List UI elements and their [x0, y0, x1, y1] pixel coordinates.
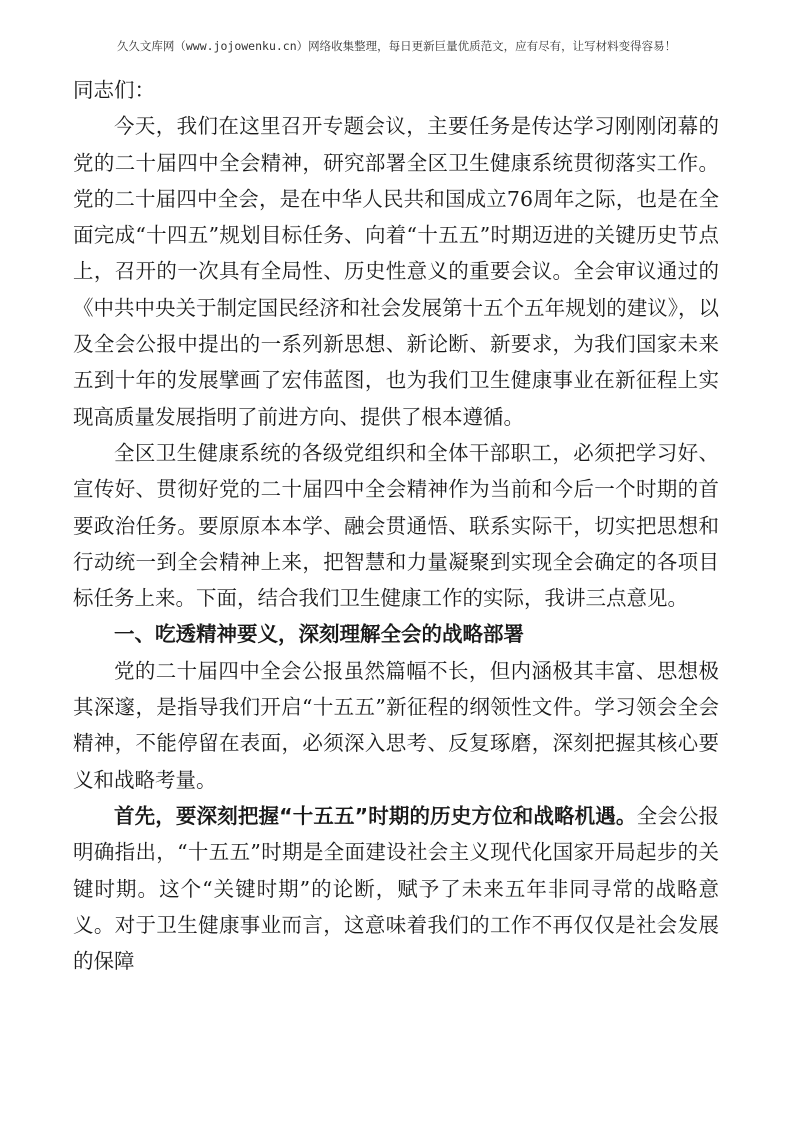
paragraph-section: 党的二十届四中全会公报虽然篇幅不长，但内涵极其丰富、思想极其深邃，是指导我们开启“十五五”新征程的纲领性文件。学习领会全会精神，不能停留在表面，必须深入思考、反复琢磨，深刻把握其核心要义和战略考量。 [73, 658, 719, 792]
point-lead: 首先，要深刻把握“十五五”时期的历史方位和战略机遇。 [114, 803, 637, 828]
paragraph-intro: 今天，我们在这里召开专题会议，主要任务是传达学习刚刚闭幕的党的二十届四中全会精神，研究部署全区卫生健康系统贯彻落实工作。党的二十届四中全会，是在中华人民共和国成立76周年之际，也是在全面完成“十四五”规划目标任务、向着“十五五”时期迈进的关键历史节点上，召开的一次具有全局性、历史性意义的重要会议。全会审议通过的《中共中央关于制定国民经济和社会发展第十五个五年规划的建议》，以及全会公报中提出的一系列新思想、新论断、新要求，为我们国家未来五到十年的发展擘画了宏伟蓝图，也为我们卫生健康事业在新征程上实现高质量发展指明了前进方向、提供了根本遵循。 [73, 114, 719, 429]
point-body: 全会公报明确指出，“十五五”时期是全面建设社会主义现代化国家开局起步的关键时期。这个“关键时期”的论断，赋予了未来五年非同寻常的战略意义。对于卫生健康事业而言，这意味着我们的工作不再仅仅是社会发展的保障 [73, 803, 719, 974]
paragraph-point-one [73, 798, 719, 979]
section-heading: 一、吃透精神要义，深刻理解全会的战略部署 [114, 622, 524, 647]
paragraph-requirement: 全区卫生健康系统的各级党组织和全体干部职工，必须把学习好、宣传好、贯彻好党的二十届四中全会精神作为当前和今后一个时期的首要政治任务。要原原本本学、融会贯通悟、联系实际干，切实把思想和行动统一到全会精神上来，把智慧和力量凝聚到实现全会确定的各项目标任务上来。下面，结合我们卫生健康工作的实际，我讲三点意见。 [73, 440, 719, 611]
watermark-header: 久久文库网（www.jojowenku.cn）网络收集整理，每日更新巨量优质范文，应有尽有，让写材料变得容易！ [116, 39, 677, 53]
document-body [73, 72, 719, 979]
salutation: 同志们： [73, 78, 155, 102]
